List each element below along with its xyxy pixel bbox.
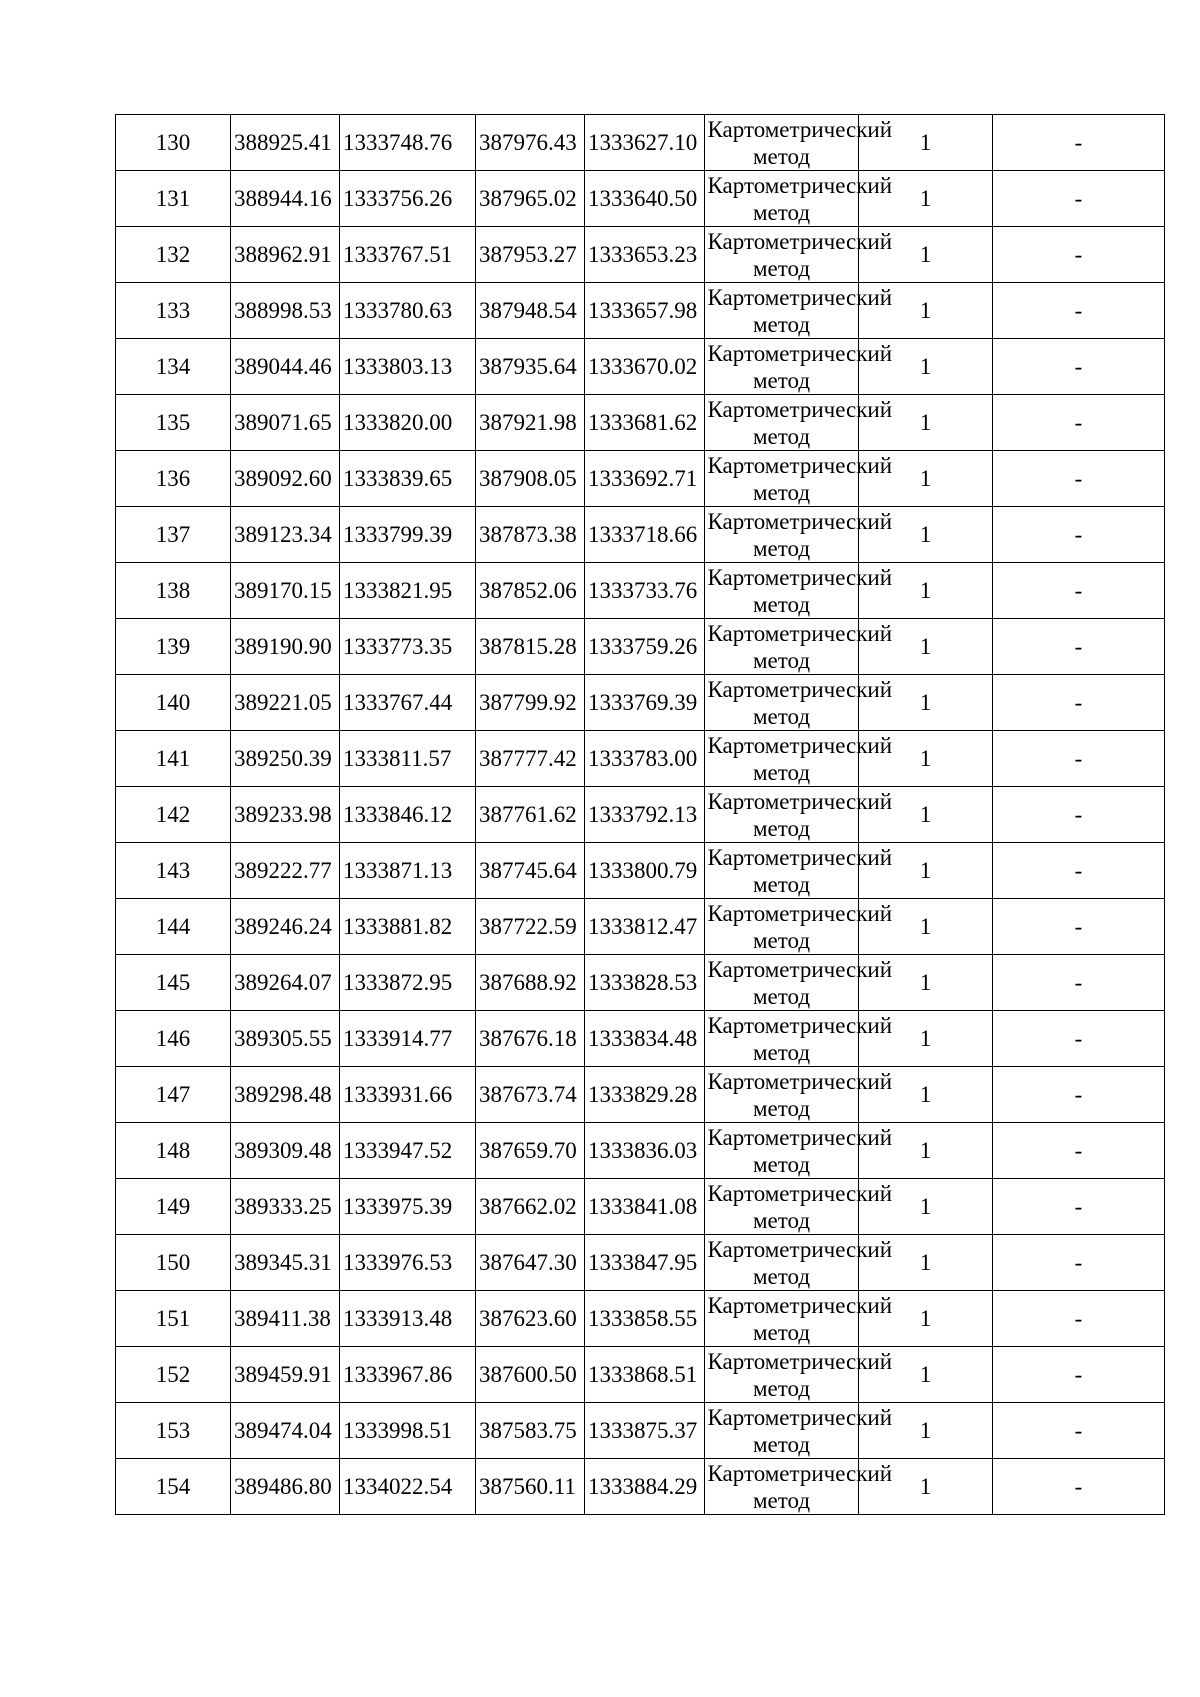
y-coordinate-cell: 1333733.76 (585, 563, 705, 619)
y-coordinate-cell: 1333773.35 (340, 619, 476, 675)
method-text: Картометрический метод (707, 1068, 893, 1121)
point-number-cell: 152 (116, 1347, 231, 1403)
x-coordinate-cell: 389459.91 (231, 1347, 340, 1403)
table-row (116, 563, 1165, 619)
x-coordinate-cell: 389233.98 (231, 787, 340, 843)
method-cell (705, 1067, 893, 1123)
accuracy-cell: 1 (859, 283, 993, 339)
method-cell (705, 1179, 893, 1235)
y-coordinate-cell: 1333756.26 (340, 171, 476, 227)
note-cell: - (993, 563, 1165, 619)
method-text: Картометрический метод (707, 788, 893, 841)
accuracy-cell: 1 (859, 1459, 993, 1515)
y-coordinate-cell: 1333783.00 (585, 731, 705, 787)
y-coordinate-cell: 1333871.13 (340, 843, 476, 899)
y-coordinate-cell: 1333875.37 (585, 1403, 705, 1459)
note-cell: - (993, 899, 1165, 955)
y-coordinate-cell: 1333881.82 (340, 899, 476, 955)
note-cell: - (993, 227, 1165, 283)
note-cell: - (993, 1291, 1165, 1347)
y-coordinate-cell: 1333836.03 (585, 1123, 705, 1179)
note-cell: - (993, 619, 1165, 675)
method-cell (705, 899, 893, 955)
method-cell (705, 1347, 893, 1403)
method-text: Картометрический метод (707, 956, 893, 1009)
method-cell (705, 395, 893, 451)
method-cell (705, 227, 893, 283)
x-coordinate-cell: 388962.91 (231, 227, 340, 283)
point-number-cell: 133 (116, 283, 231, 339)
x-coordinate-cell: 389345.31 (231, 1235, 340, 1291)
point-number-cell: 138 (116, 563, 231, 619)
x-coordinate-cell: 387852.06 (476, 563, 585, 619)
method-text: Картометрический метод (707, 900, 893, 953)
note-cell: - (993, 675, 1165, 731)
y-coordinate-cell: 1333792.13 (585, 787, 705, 843)
y-coordinate-cell: 1333681.62 (585, 395, 705, 451)
method-cell (705, 339, 893, 395)
method-text: Картометрический метод (707, 1292, 893, 1345)
method-cell (705, 1123, 893, 1179)
method-text: Картометрический метод (707, 1180, 893, 1233)
table-row (116, 899, 1165, 955)
x-coordinate-cell: 387761.62 (476, 787, 585, 843)
x-coordinate-cell: 389221.05 (231, 675, 340, 731)
x-coordinate-cell: 387935.64 (476, 339, 585, 395)
y-coordinate-cell: 1333858.55 (585, 1291, 705, 1347)
point-number-cell: 144 (116, 899, 231, 955)
table-row (116, 283, 1165, 339)
point-number-cell: 131 (116, 171, 231, 227)
point-number-cell: 148 (116, 1123, 231, 1179)
note-cell: - (993, 1067, 1165, 1123)
y-coordinate-cell: 1333799.39 (340, 507, 476, 563)
x-coordinate-cell: 387583.75 (476, 1403, 585, 1459)
y-coordinate-cell: 1333820.00 (340, 395, 476, 451)
x-coordinate-cell: 389250.39 (231, 731, 340, 787)
method-cell (705, 1235, 893, 1291)
point-number-cell: 145 (116, 955, 231, 1011)
point-number-cell: 136 (116, 451, 231, 507)
x-coordinate-cell: 389222.77 (231, 843, 340, 899)
method-cell (705, 115, 893, 171)
x-coordinate-cell: 389246.24 (231, 899, 340, 955)
note-cell: - (993, 955, 1165, 1011)
method-text: Картометрический метод (707, 228, 893, 281)
method-text: Картометрический метод (707, 284, 893, 337)
y-coordinate-cell: 1333828.53 (585, 955, 705, 1011)
table-row (116, 619, 1165, 675)
accuracy-cell: 1 (859, 171, 993, 227)
point-number-cell: 149 (116, 1179, 231, 1235)
method-text: Картометрический метод (707, 1460, 893, 1513)
accuracy-cell: 1 (859, 339, 993, 395)
table-row (116, 1179, 1165, 1235)
method-text: Картометрический метод (707, 564, 893, 617)
table-row (116, 1291, 1165, 1347)
x-coordinate-cell: 387873.38 (476, 507, 585, 563)
accuracy-cell: 1 (859, 1291, 993, 1347)
x-coordinate-cell: 389333.25 (231, 1179, 340, 1235)
y-coordinate-cell: 1333872.95 (340, 955, 476, 1011)
table-row (116, 731, 1165, 787)
x-coordinate-cell: 387815.28 (476, 619, 585, 675)
note-cell: - (993, 1347, 1165, 1403)
x-coordinate-cell: 389092.60 (231, 451, 340, 507)
method-text: Картометрический метод (707, 620, 893, 673)
accuracy-cell: 1 (859, 563, 993, 619)
accuracy-cell: 1 (859, 227, 993, 283)
accuracy-cell: 1 (859, 115, 993, 171)
note-cell: - (993, 843, 1165, 899)
point-number-cell: 137 (116, 507, 231, 563)
table-row (116, 1347, 1165, 1403)
x-coordinate-cell: 387976.43 (476, 115, 585, 171)
y-coordinate-cell: 1333748.76 (340, 115, 476, 171)
table-row (116, 115, 1165, 171)
note-cell: - (993, 507, 1165, 563)
x-coordinate-cell: 387745.64 (476, 843, 585, 899)
method-text: Картометрический метод (707, 1348, 893, 1401)
note-cell: - (993, 1179, 1165, 1235)
method-text: Картометрический метод (707, 676, 893, 729)
point-number-cell: 146 (116, 1011, 231, 1067)
x-coordinate-cell: 389474.04 (231, 1403, 340, 1459)
y-coordinate-cell: 1333841.08 (585, 1179, 705, 1235)
method-text: Картометрический метод (707, 1012, 893, 1065)
note-cell: - (993, 283, 1165, 339)
table-row (116, 1011, 1165, 1067)
table-body (116, 115, 1165, 1515)
y-coordinate-cell: 1333913.48 (340, 1291, 476, 1347)
note-cell: - (993, 1235, 1165, 1291)
note-cell: - (993, 1011, 1165, 1067)
note-cell: - (993, 1123, 1165, 1179)
y-coordinate-cell: 1333975.39 (340, 1179, 476, 1235)
y-coordinate-cell: 1333846.12 (340, 787, 476, 843)
point-number-cell: 140 (116, 675, 231, 731)
note-cell: - (993, 115, 1165, 171)
method-cell (705, 563, 893, 619)
note-cell: - (993, 395, 1165, 451)
table-row (116, 451, 1165, 507)
method-text: Картометрический метод (707, 508, 893, 561)
accuracy-cell: 1 (859, 507, 993, 563)
x-coordinate-cell: 387676.18 (476, 1011, 585, 1067)
note-cell: - (993, 731, 1165, 787)
y-coordinate-cell: 1334022.54 (340, 1459, 476, 1515)
method-text: Картометрический метод (707, 732, 893, 785)
note-cell: - (993, 451, 1165, 507)
y-coordinate-cell: 1333627.10 (585, 115, 705, 171)
y-coordinate-cell: 1333931.66 (340, 1067, 476, 1123)
x-coordinate-cell: 387722.59 (476, 899, 585, 955)
method-cell (705, 1459, 893, 1515)
x-coordinate-cell: 389298.48 (231, 1067, 340, 1123)
table-row (116, 507, 1165, 563)
note-cell: - (993, 171, 1165, 227)
x-coordinate-cell: 387908.05 (476, 451, 585, 507)
accuracy-cell: 1 (859, 731, 993, 787)
y-coordinate-cell: 1333657.98 (585, 283, 705, 339)
y-coordinate-cell: 1333868.51 (585, 1347, 705, 1403)
x-coordinate-cell: 387799.92 (476, 675, 585, 731)
method-cell (705, 171, 893, 227)
y-coordinate-cell: 1333759.26 (585, 619, 705, 675)
x-coordinate-cell: 389123.34 (231, 507, 340, 563)
x-coordinate-cell: 389170.15 (231, 563, 340, 619)
x-coordinate-cell: 387948.54 (476, 283, 585, 339)
table-row (116, 1067, 1165, 1123)
y-coordinate-cell: 1333947.52 (340, 1123, 476, 1179)
table-row (116, 675, 1165, 731)
method-text: Картометрический метод (707, 844, 893, 897)
point-number-cell: 134 (116, 339, 231, 395)
x-coordinate-cell: 389190.90 (231, 619, 340, 675)
point-number-cell: 153 (116, 1403, 231, 1459)
accuracy-cell: 1 (859, 899, 993, 955)
method-cell (705, 675, 893, 731)
accuracy-cell: 1 (859, 395, 993, 451)
method-cell (705, 1011, 893, 1067)
y-coordinate-cell: 1333847.95 (585, 1235, 705, 1291)
table-row (116, 1123, 1165, 1179)
point-number-cell: 143 (116, 843, 231, 899)
point-number-cell: 147 (116, 1067, 231, 1123)
x-coordinate-cell: 389309.48 (231, 1123, 340, 1179)
x-coordinate-cell: 387662.02 (476, 1179, 585, 1235)
method-text: Картометрический метод (707, 340, 893, 393)
accuracy-cell: 1 (859, 1179, 993, 1235)
method-cell (705, 451, 893, 507)
x-coordinate-cell: 387688.92 (476, 955, 585, 1011)
x-coordinate-cell: 389264.07 (231, 955, 340, 1011)
y-coordinate-cell: 1333839.65 (340, 451, 476, 507)
note-cell: - (993, 787, 1165, 843)
accuracy-cell: 1 (859, 619, 993, 675)
y-coordinate-cell: 1333998.51 (340, 1403, 476, 1459)
x-coordinate-cell: 387560.11 (476, 1459, 585, 1515)
y-coordinate-cell: 1333803.13 (340, 339, 476, 395)
method-text: Картометрический метод (707, 1124, 893, 1177)
accuracy-cell: 1 (859, 1067, 993, 1123)
point-number-cell: 139 (116, 619, 231, 675)
accuracy-cell: 1 (859, 1403, 993, 1459)
method-text: Картометрический метод (707, 1236, 893, 1289)
table-row (116, 227, 1165, 283)
table-row (116, 171, 1165, 227)
y-coordinate-cell: 1333718.66 (585, 507, 705, 563)
x-coordinate-cell: 387921.98 (476, 395, 585, 451)
x-coordinate-cell: 389305.55 (231, 1011, 340, 1067)
method-text: Картометрический метод (707, 396, 893, 449)
method-text: Картометрический метод (707, 172, 893, 225)
y-coordinate-cell: 1333884.29 (585, 1459, 705, 1515)
y-coordinate-cell: 1333812.47 (585, 899, 705, 955)
point-number-cell: 132 (116, 227, 231, 283)
method-cell (705, 283, 893, 339)
y-coordinate-cell: 1333821.95 (340, 563, 476, 619)
accuracy-cell: 1 (859, 1123, 993, 1179)
y-coordinate-cell: 1333834.48 (585, 1011, 705, 1067)
accuracy-cell: 1 (859, 1235, 993, 1291)
point-number-cell: 150 (116, 1235, 231, 1291)
table-row (116, 339, 1165, 395)
x-coordinate-cell: 389486.80 (231, 1459, 340, 1515)
point-number-cell: 130 (116, 115, 231, 171)
method-text: Картометрический метод (707, 116, 893, 169)
y-coordinate-cell: 1333800.79 (585, 843, 705, 899)
method-cell (705, 955, 893, 1011)
coordinates-table (115, 114, 1165, 1515)
note-cell: - (993, 339, 1165, 395)
note-cell: - (993, 1403, 1165, 1459)
x-coordinate-cell: 387953.27 (476, 227, 585, 283)
method-cell (705, 787, 893, 843)
point-number-cell: 142 (116, 787, 231, 843)
y-coordinate-cell: 1333670.02 (585, 339, 705, 395)
accuracy-cell: 1 (859, 787, 993, 843)
x-coordinate-cell: 389071.65 (231, 395, 340, 451)
x-coordinate-cell: 387777.42 (476, 731, 585, 787)
point-number-cell: 151 (116, 1291, 231, 1347)
method-text: Картометрический метод (707, 1404, 893, 1457)
y-coordinate-cell: 1333780.63 (340, 283, 476, 339)
y-coordinate-cell: 1333692.71 (585, 451, 705, 507)
table-row (116, 395, 1165, 451)
y-coordinate-cell: 1333767.51 (340, 227, 476, 283)
table-row (116, 1235, 1165, 1291)
x-coordinate-cell: 387659.70 (476, 1123, 585, 1179)
table-row (116, 843, 1165, 899)
x-coordinate-cell: 387647.30 (476, 1235, 585, 1291)
y-coordinate-cell: 1333914.77 (340, 1011, 476, 1067)
x-coordinate-cell: 387623.60 (476, 1291, 585, 1347)
y-coordinate-cell: 1333967.86 (340, 1347, 476, 1403)
y-coordinate-cell: 1333769.39 (585, 675, 705, 731)
method-cell (705, 1403, 893, 1459)
x-coordinate-cell: 387673.74 (476, 1067, 585, 1123)
method-cell (705, 619, 893, 675)
x-coordinate-cell: 389411.38 (231, 1291, 340, 1347)
y-coordinate-cell: 1333976.53 (340, 1235, 476, 1291)
accuracy-cell: 1 (859, 843, 993, 899)
y-coordinate-cell: 1333653.23 (585, 227, 705, 283)
point-number-cell: 154 (116, 1459, 231, 1515)
accuracy-cell: 1 (859, 955, 993, 1011)
y-coordinate-cell: 1333767.44 (340, 675, 476, 731)
x-coordinate-cell: 388925.41 (231, 115, 340, 171)
accuracy-cell: 1 (859, 1011, 993, 1067)
y-coordinate-cell: 1333829.28 (585, 1067, 705, 1123)
x-coordinate-cell: 389044.46 (231, 339, 340, 395)
x-coordinate-cell: 387965.02 (476, 171, 585, 227)
accuracy-cell: 1 (859, 675, 993, 731)
x-coordinate-cell: 387600.50 (476, 1347, 585, 1403)
table-row (116, 955, 1165, 1011)
x-coordinate-cell: 388998.53 (231, 283, 340, 339)
table-row (116, 1459, 1165, 1515)
method-cell (705, 1291, 893, 1347)
table-row (116, 787, 1165, 843)
point-number-cell: 141 (116, 731, 231, 787)
y-coordinate-cell: 1333640.50 (585, 171, 705, 227)
accuracy-cell: 1 (859, 451, 993, 507)
method-cell (705, 843, 893, 899)
note-cell: - (993, 1459, 1165, 1515)
point-number-cell: 135 (116, 395, 231, 451)
method-cell (705, 507, 893, 563)
accuracy-cell: 1 (859, 1347, 993, 1403)
method-text: Картометрический метод (707, 452, 893, 505)
y-coordinate-cell: 1333811.57 (340, 731, 476, 787)
table-row (116, 1403, 1165, 1459)
method-cell (705, 731, 893, 787)
x-coordinate-cell: 388944.16 (231, 171, 340, 227)
